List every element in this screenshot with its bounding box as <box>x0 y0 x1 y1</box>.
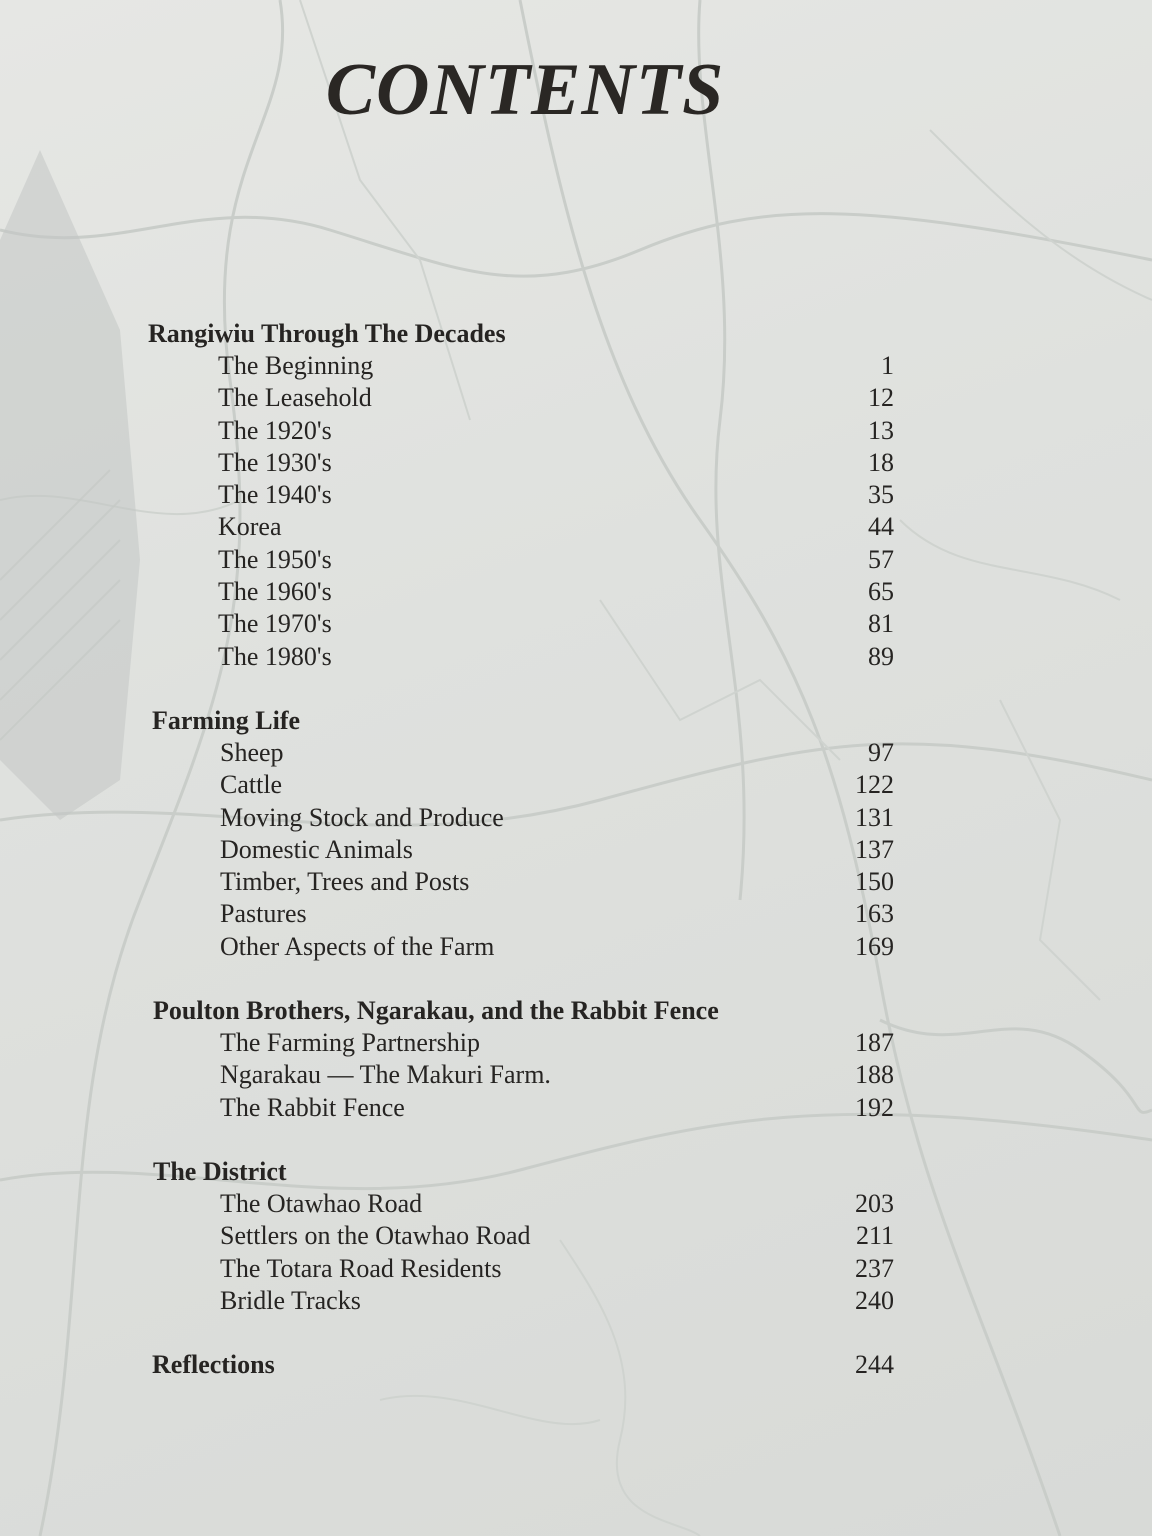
section-spacer <box>148 963 894 995</box>
entry-title: The 1970's <box>218 609 332 639</box>
entry-page-number: 81 <box>868 609 894 639</box>
entry-title: The Leasehold <box>218 383 372 413</box>
entry-title: The 1920's <box>218 415 332 445</box>
toc-entry <box>148 479 894 511</box>
entry-title: Moving Stock and Produce <box>220 802 504 832</box>
entry-page-number: 211 <box>855 1221 894 1251</box>
toc-entry <box>148 576 894 608</box>
entry-page-number: 65 <box>868 577 894 607</box>
toc-entry <box>148 802 894 834</box>
entry-title: Cattle <box>220 770 283 800</box>
toc-entry <box>148 544 894 576</box>
toc-section-rangiwiu <box>148 318 894 673</box>
entry-page-number: 35 <box>868 480 894 510</box>
entry-title: The Beginning <box>218 351 374 380</box>
section-heading: Farming Life <box>152 705 301 735</box>
toc-entry <box>148 1285 894 1317</box>
entry-title: Korea <box>218 512 282 542</box>
entry-title: The Totara Road Residents <box>220 1253 502 1283</box>
entry-page-number: 131 <box>855 802 894 832</box>
toc-entry <box>148 737 894 769</box>
entry-title: Timber, Trees and Posts <box>220 867 470 897</box>
entry-page-number: 18 <box>868 447 894 477</box>
entry-page-number: 44 <box>868 512 894 542</box>
entry-page-number: 97 <box>868 737 894 767</box>
toc-entry <box>148 447 894 479</box>
entry-page-number: 187 <box>855 1028 894 1058</box>
section-spacer <box>148 673 894 705</box>
section-heading: Poulton Brothers, Ngarakau, and the Rabbit Fence <box>153 996 719 1026</box>
entry-title: Bridle Tracks <box>220 1285 361 1315</box>
entry-page-number: 163 <box>855 899 894 929</box>
entry-title: The Farming Partnership <box>220 1028 480 1058</box>
entry-page-number: 240 <box>855 1285 894 1315</box>
toc-entry <box>148 382 894 414</box>
entry-page-number: 169 <box>855 931 894 961</box>
section-heading: The District <box>153 1156 287 1186</box>
toc-entry <box>148 1059 894 1091</box>
section-heading: Rangiwiu Through The Decades <box>148 319 506 348</box>
toc-section-the-district <box>148 1156 894 1317</box>
toc-entry <box>148 898 894 930</box>
toc-entry <box>148 1188 894 1220</box>
toc-entry <box>148 1092 894 1124</box>
toc-entry <box>148 834 894 866</box>
entry-page-number: 203 <box>855 1188 894 1218</box>
toc-entry <box>148 1253 894 1285</box>
section-heading: Reflections <box>152 1350 275 1380</box>
entry-title: The 1930's <box>218 447 332 477</box>
entry-title: Other Aspects of the Farm <box>220 931 495 961</box>
toc-entry <box>148 641 894 673</box>
entry-title: The 1960's <box>218 577 332 607</box>
entry-page-number: 237 <box>855 1253 894 1283</box>
entry-page-number: 89 <box>868 641 894 671</box>
entry-title: Pastures <box>220 899 307 929</box>
entry-page-number: 244 <box>855 1350 894 1380</box>
entry-page-number: 137 <box>855 834 894 864</box>
toc-entry <box>148 350 894 382</box>
entry-title: The Rabbit Fence <box>220 1092 405 1122</box>
toc-entry <box>148 931 894 963</box>
entry-title: Domestic Animals <box>220 834 413 864</box>
entry-title: The 1940's <box>218 480 332 510</box>
toc-entry <box>148 1027 894 1059</box>
entry-title: The Otawhao Road <box>220 1188 423 1218</box>
toc-section-poulton-brothers <box>148 995 894 1124</box>
toc-entry <box>148 608 894 640</box>
page-title: CONTENTS <box>325 49 725 131</box>
entry-page-number: 57 <box>868 544 894 574</box>
entry-page-number: 188 <box>855 1060 894 1090</box>
entry-page-number: 1 <box>881 351 894 380</box>
entry-page-number: 12 <box>868 383 894 413</box>
entry-title: Settlers on the Otawhao Road <box>220 1221 531 1251</box>
toc-entry <box>148 1220 894 1252</box>
toc-section-farming-life <box>148 705 894 963</box>
entry-page-number: 150 <box>855 867 894 897</box>
toc-entry <box>148 415 894 447</box>
section-spacer <box>148 1124 894 1156</box>
entry-page-number: 122 <box>855 770 894 800</box>
entry-title: Ngarakau — The Makuri Farm. <box>220 1060 551 1090</box>
table-of-contents <box>148 318 894 1381</box>
section-spacer <box>148 1317 894 1349</box>
toc-section-reflections <box>148 1349 894 1381</box>
toc-entry <box>148 511 894 543</box>
entry-title: Sheep <box>220 737 284 767</box>
entry-title: The 1950's <box>218 544 332 574</box>
entry-page-number: 192 <box>855 1092 894 1122</box>
toc-entry <box>148 769 894 801</box>
entry-page-number: 13 <box>868 415 894 445</box>
toc-entry <box>148 866 894 898</box>
entry-title: The 1980's <box>218 641 332 671</box>
